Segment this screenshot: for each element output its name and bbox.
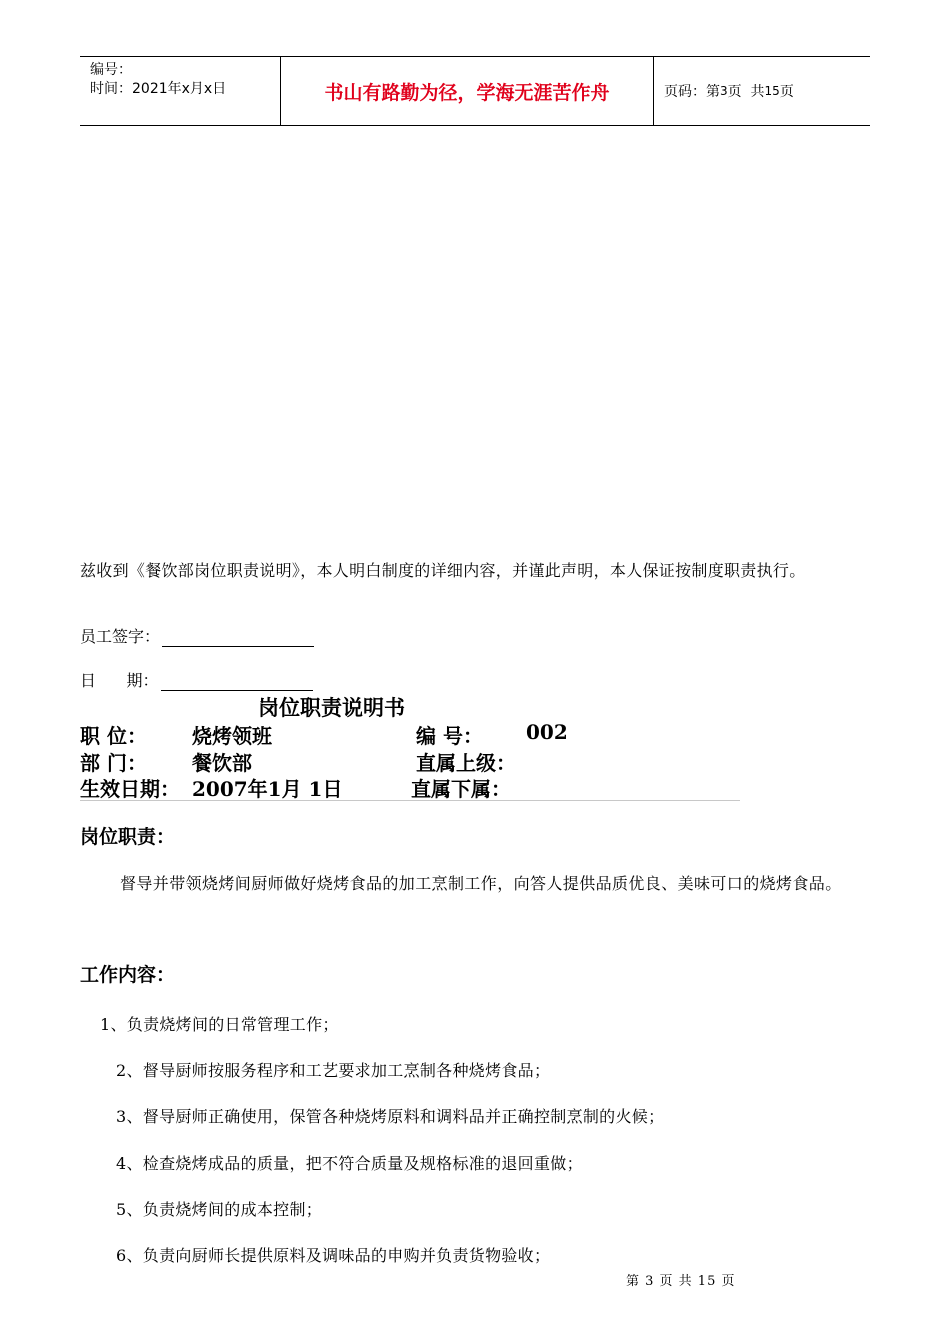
page-prefix: 页码：第	[664, 84, 720, 100]
position-value: 烧烤领班	[192, 724, 272, 748]
header-page-info	[654, 57, 870, 125]
page-mid: 页 共	[727, 84, 765, 100]
dept-label: 部 门：	[80, 751, 147, 775]
page-total: 15	[764, 84, 780, 98]
position-label: 职 位：	[80, 724, 147, 748]
doc-number-label: 编号：	[90, 62, 132, 78]
work-item: 5、负责烧烤间的成本控制；	[116, 1200, 323, 1219]
work-heading: 工作内容：	[80, 964, 176, 986]
work-item: 6、负责向厨师长提供原料及调味品的申购并负责货物验收；	[116, 1246, 551, 1265]
page-current: 3	[720, 84, 728, 98]
signature-blank[interactable]	[162, 628, 314, 647]
effective-value: 2007年1月 1日	[192, 777, 343, 801]
page-header	[80, 56, 870, 126]
section-divider	[80, 800, 740, 801]
motto-text: 书山有路勤为径，学海无涯苦作舟	[324, 81, 610, 104]
document-title: 岗位职责说明书	[258, 696, 405, 720]
subordinate-label: 直属下属：	[411, 777, 511, 801]
duties-heading: 岗位职责：	[80, 826, 176, 848]
number-value: 002	[526, 720, 568, 744]
date-line	[80, 668, 313, 691]
duties-text: 督导并带领烧烤间厨师做好烧烤食品的加工烹制工作，向答人提供品质优良、美味可口的烧烤食品。	[120, 874, 842, 893]
header-meta	[80, 57, 280, 125]
dept-value: 餐饮部	[192, 751, 252, 775]
page-suffix: 页	[779, 84, 794, 100]
work-item: 4、检查烧烤成品的质量，把不符合质量及规格标准的退回重做；	[116, 1154, 583, 1173]
work-item: 1、负责烧烤间的日常管理工作；	[100, 1015, 339, 1034]
effective-label: 生效日期：	[80, 777, 180, 801]
work-item: 2、督导厨师按服务程序和工艺要求加工烹制各种烧烤食品；	[116, 1061, 551, 1080]
date-blank[interactable]	[161, 672, 313, 691]
acknowledgement-statement: 兹收到《餐饮部岗位职责说明》，本人明白制度的详细内容，并谨此声明，本人保证按制度职责执行。	[80, 561, 806, 580]
signature-line	[80, 624, 314, 647]
date-label: 日 期：	[80, 671, 159, 690]
signature-label: 员工签字：	[80, 627, 161, 646]
page-footer: 第 3 页 共 15 页	[626, 1274, 736, 1289]
header-motto	[280, 57, 654, 125]
doc-time-label: 时间：2021年x月x日	[90, 81, 227, 97]
work-item: 3、督导厨师正确使用，保管各种烧烤原料和调料品并正确控制烹制的火候；	[116, 1107, 665, 1126]
superior-label: 直属上级：	[416, 751, 516, 775]
number-label: 编 号：	[416, 724, 483, 748]
